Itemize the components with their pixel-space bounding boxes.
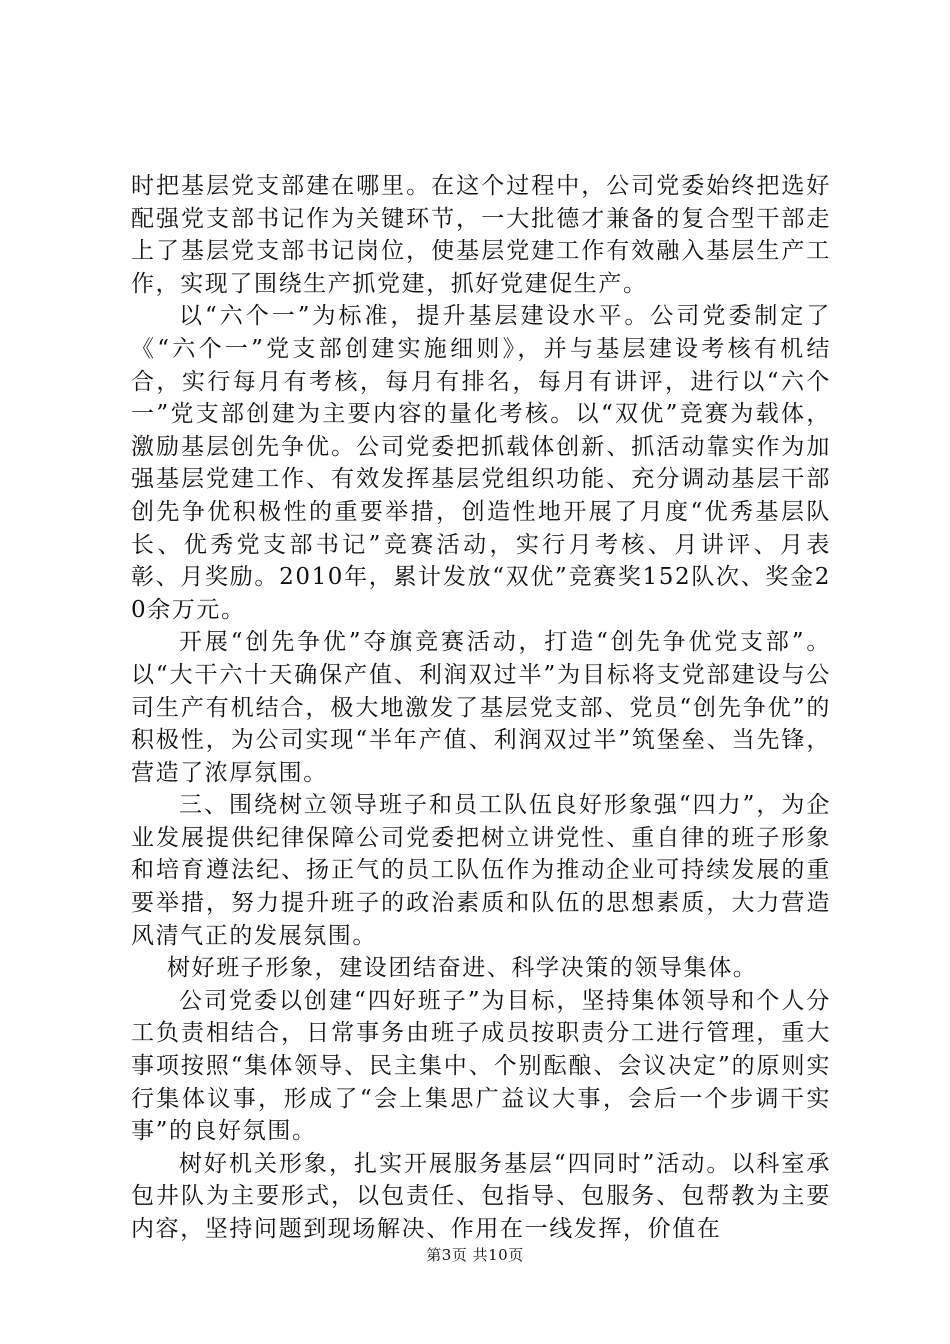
paragraph-1: 时把基层党支部建在哪里。在这个过程中，公司党委始终把选好配强党支部书记作为关键环节，一大批德才兼备的复合型干部走上了基层党支部书记岗位，使基层党建工作有效融入基层生产工作，实现了围绕生产抓党建，抓好党建促生产。 — [131, 173, 831, 297]
paragraph-5: 树好班子形象，建设团结奋进、科学决策的领导集体。 — [167, 955, 758, 982]
page-number-footer: 第3页 共10页 — [426, 1246, 524, 1264]
paragraph-7: 树好机关形象，扎实开展服务基层“四同时”活动。以科室承包井队为主要形式，以包责任、包指导、包服务、包帮教为主要内容，坚持问题到现场解决、作用在一线发挥，价值在 — [131, 1150, 831, 1242]
paragraph-6: 公司党委以创建“四好班子”为目标，坚持集体领导和个人分工负责相结合，日常事务由班子成员按职责分工进行管理，重大事项按照“集体领导、民主集中、个别酝酿、会议决定”的原则实行集体议事，形成了“会上集思广益议大事，会后一个步调干实事”的良好氛围。 — [131, 987, 831, 1145]
paragraph-4: 三、围绕树立领导班子和员工队伍良好形象强“四力”，为企业发展提供纪律保障公司党委把树立讲党性、重自律的班子形象和培育遵法纪、扬正气的员工队伍作为推动企业可持续发展的重要举措，努力提升班子的政治素质和队伍的思想素质，大力营造风清气正的发展氛围。 — [131, 792, 831, 949]
paragraph-3: 开展“创先争优”夺旗竞赛活动，打造“创先争优党支部”。以“大干六十天确保产值、利润双过半”为目标将支党部建设与公司生产有机结合，极大地激发了基层党支部、党员“创先争优”的积极性，为公司实现“半年产值、利润双过半”筑堡垒、当先锋，营造了浓厚氛围。 — [131, 629, 831, 786]
document-body — [131, 170, 831, 1246]
paragraph-2: 以“六个一”为标准，提升基层建设水平。公司党委制定了《“六个一”党支部创建实施细则》，并与基层建设考核有机结合，实行每月有考核，每月有排名，每月有讲评，进行以“六个一”党支部创建为主要内容的量化考核。以“双优”竞赛为载体，激励基层创先争优。公司党委把抓载体创新、抓活动靠实作为加强基层党建工作、有效发挥基层党组织功能、充分调动基层干部创先争优积极性的重要举措，创造性地开展了月度“优秀基层队长、优秀党支部书记”竞赛活动，实行月考核、月讲评、月表彰、月奖励。2010年，累计发放“双优”竞赛奖152队次、奖金20余万元。 — [131, 303, 831, 623]
